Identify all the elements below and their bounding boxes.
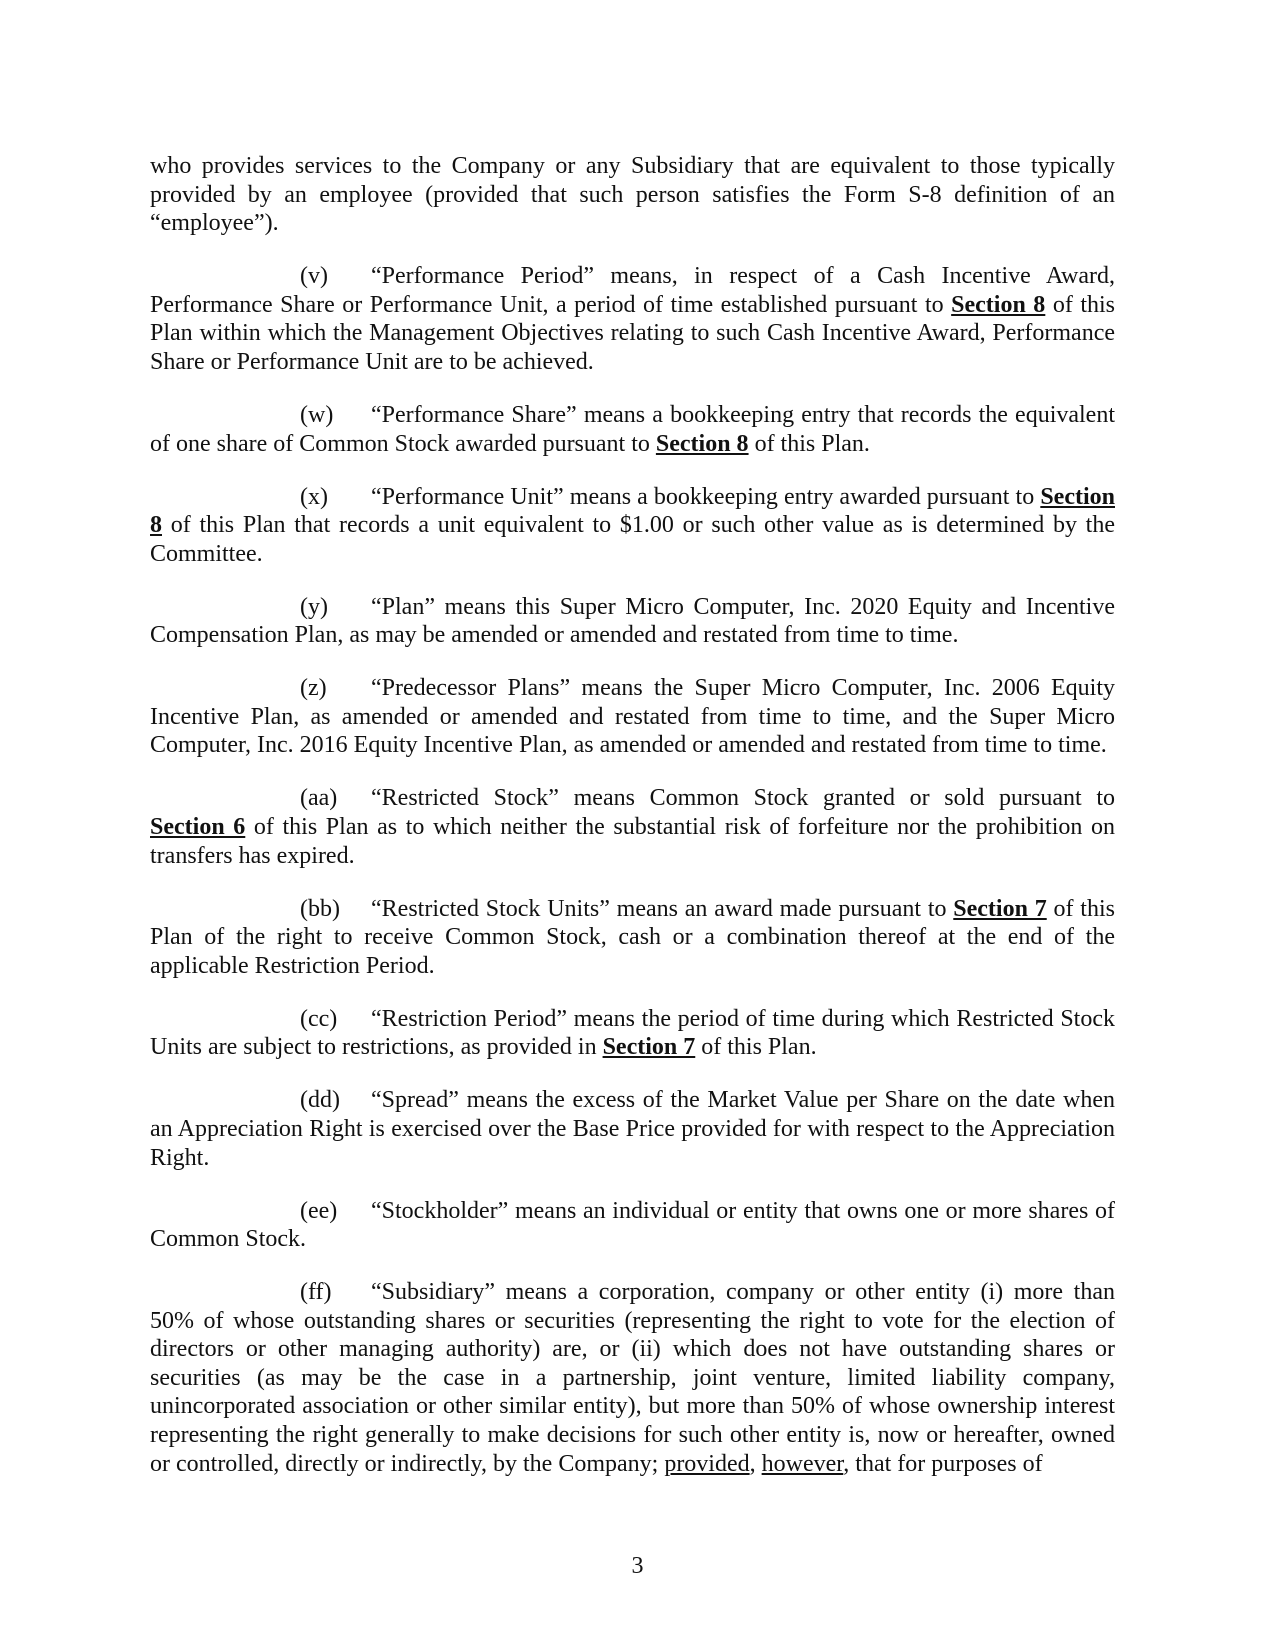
definition-w: (w) “Performance Share” means a bookkeeping entry that records the equivalent of one share of Common Stock awarded pursuant to Section 8 of this Plan.: [150, 401, 1115, 457]
definition-label: (dd): [300, 1087, 340, 1114]
definition-z: (z) “Predecessor Plans” means the Super Micro Computer, Inc. 2006 Equity Incentive Plan, as amended or amended and restated from time to time, and the Super Micro Computer, Inc. 2016 Equity Incentive Plan, as amended or amended and restated from time to time.: [150, 675, 1115, 759]
intro-paragraph: who provides services to the Company or any Subsidiary that are equivalent to those typically provided by an employee (provided that such person satisfies the Form S-8 definition of an “employee”).: [150, 153, 1115, 237]
definition-label: (cc): [300, 1005, 338, 1032]
section-reference: Section 8: [655, 430, 749, 457]
definition-label: (x): [300, 483, 328, 510]
definition-label: (ee): [300, 1197, 338, 1224]
definition-dd: (dd) “Spread” means the excess of the Market Value per Share on the date when an Appreciation Right is exercised over the Base Price provided for with respect to the Appreciation Right.: [150, 1087, 1115, 1171]
definition-label: (w): [300, 401, 334, 428]
definition-cc: (cc) “Restriction Period” means the period of time during which Restricted Stock Units are subject to restrictions, as provided in Section 7 of this Plan.: [150, 1005, 1115, 1061]
definition-label: (aa): [300, 785, 338, 812]
section-reference: Section 8: [150, 483, 1115, 539]
definition-label: (v): [300, 263, 328, 290]
definition-label: (ff): [300, 1279, 332, 1306]
definition-x: (x) “Performance Unit” means a bookkeeping entry awarded pursuant to Section 8 of this Plan that records a unit equivalent to $1.00 or such other value as is determined by the Committee.: [150, 483, 1115, 567]
definition-label: (bb): [300, 895, 340, 922]
definition-label: (y): [300, 593, 328, 620]
section-reference: Section 7: [953, 895, 1047, 922]
however-term: however: [761, 1450, 844, 1477]
document-page: [150, 152, 1115, 1503]
provided-term: provided: [664, 1450, 750, 1477]
definition-ff: (ff) “Subsidiary” means a corporation, company or other entity (i) more than 50% of whose outstanding shares or securities (representing the right to vote for the election of directors or other managing authority) are, or (ii) which does not have outstanding shares or securities (as may be the case in a partnership, joint venture, limited liability company, unincorporated association or other similar entity), but more than 50% of whose ownership interest representing the right generally to make decisions for such other entity is, now or hereafter, owned or controlled, directly or indirectly, by the Company; provided, however, that for purposes of: [150, 1279, 1115, 1477]
definition-v: (v) “Performance Period” means, in respect of a Cash Incentive Award, Performance Share or Performance Unit, a period of time established pursuant to Section 8 of this Plan within which the Management Objectives relating to such Cash Incentive Award, Performance Share or Performance Unit are to be achieved.: [150, 263, 1115, 375]
page-number: 3: [631, 1553, 644, 1579]
section-reference: Section 8: [951, 291, 1046, 318]
definition-ee: (ee) “Stockholder” means an individual or entity that owns one or more shares of Common Stock.: [150, 1197, 1115, 1253]
section-reference: Section 6: [150, 814, 246, 841]
definition-y: (y) “Plan” means this Super Micro Computer, Inc. 2020 Equity and Incentive Compensation Plan, as may be amended or amended and restated from time to time.: [150, 593, 1115, 649]
definition-label: (z): [300, 675, 327, 702]
section-reference: Section 7: [602, 1034, 696, 1061]
definition-bb: (bb) “Restricted Stock Units” means an award made pursuant to Section 7 of this Plan of the right to receive Common Stock, cash or a combination thereof at the end of the applicable Restriction Period.: [150, 895, 1115, 979]
definition-aa: (aa) “Restricted Stock” means Common Stock granted or sold pursuant to Section 6 of this Plan as to which neither the substantial risk of forfeiture nor the prohibition on transfers has expired.: [150, 785, 1115, 869]
